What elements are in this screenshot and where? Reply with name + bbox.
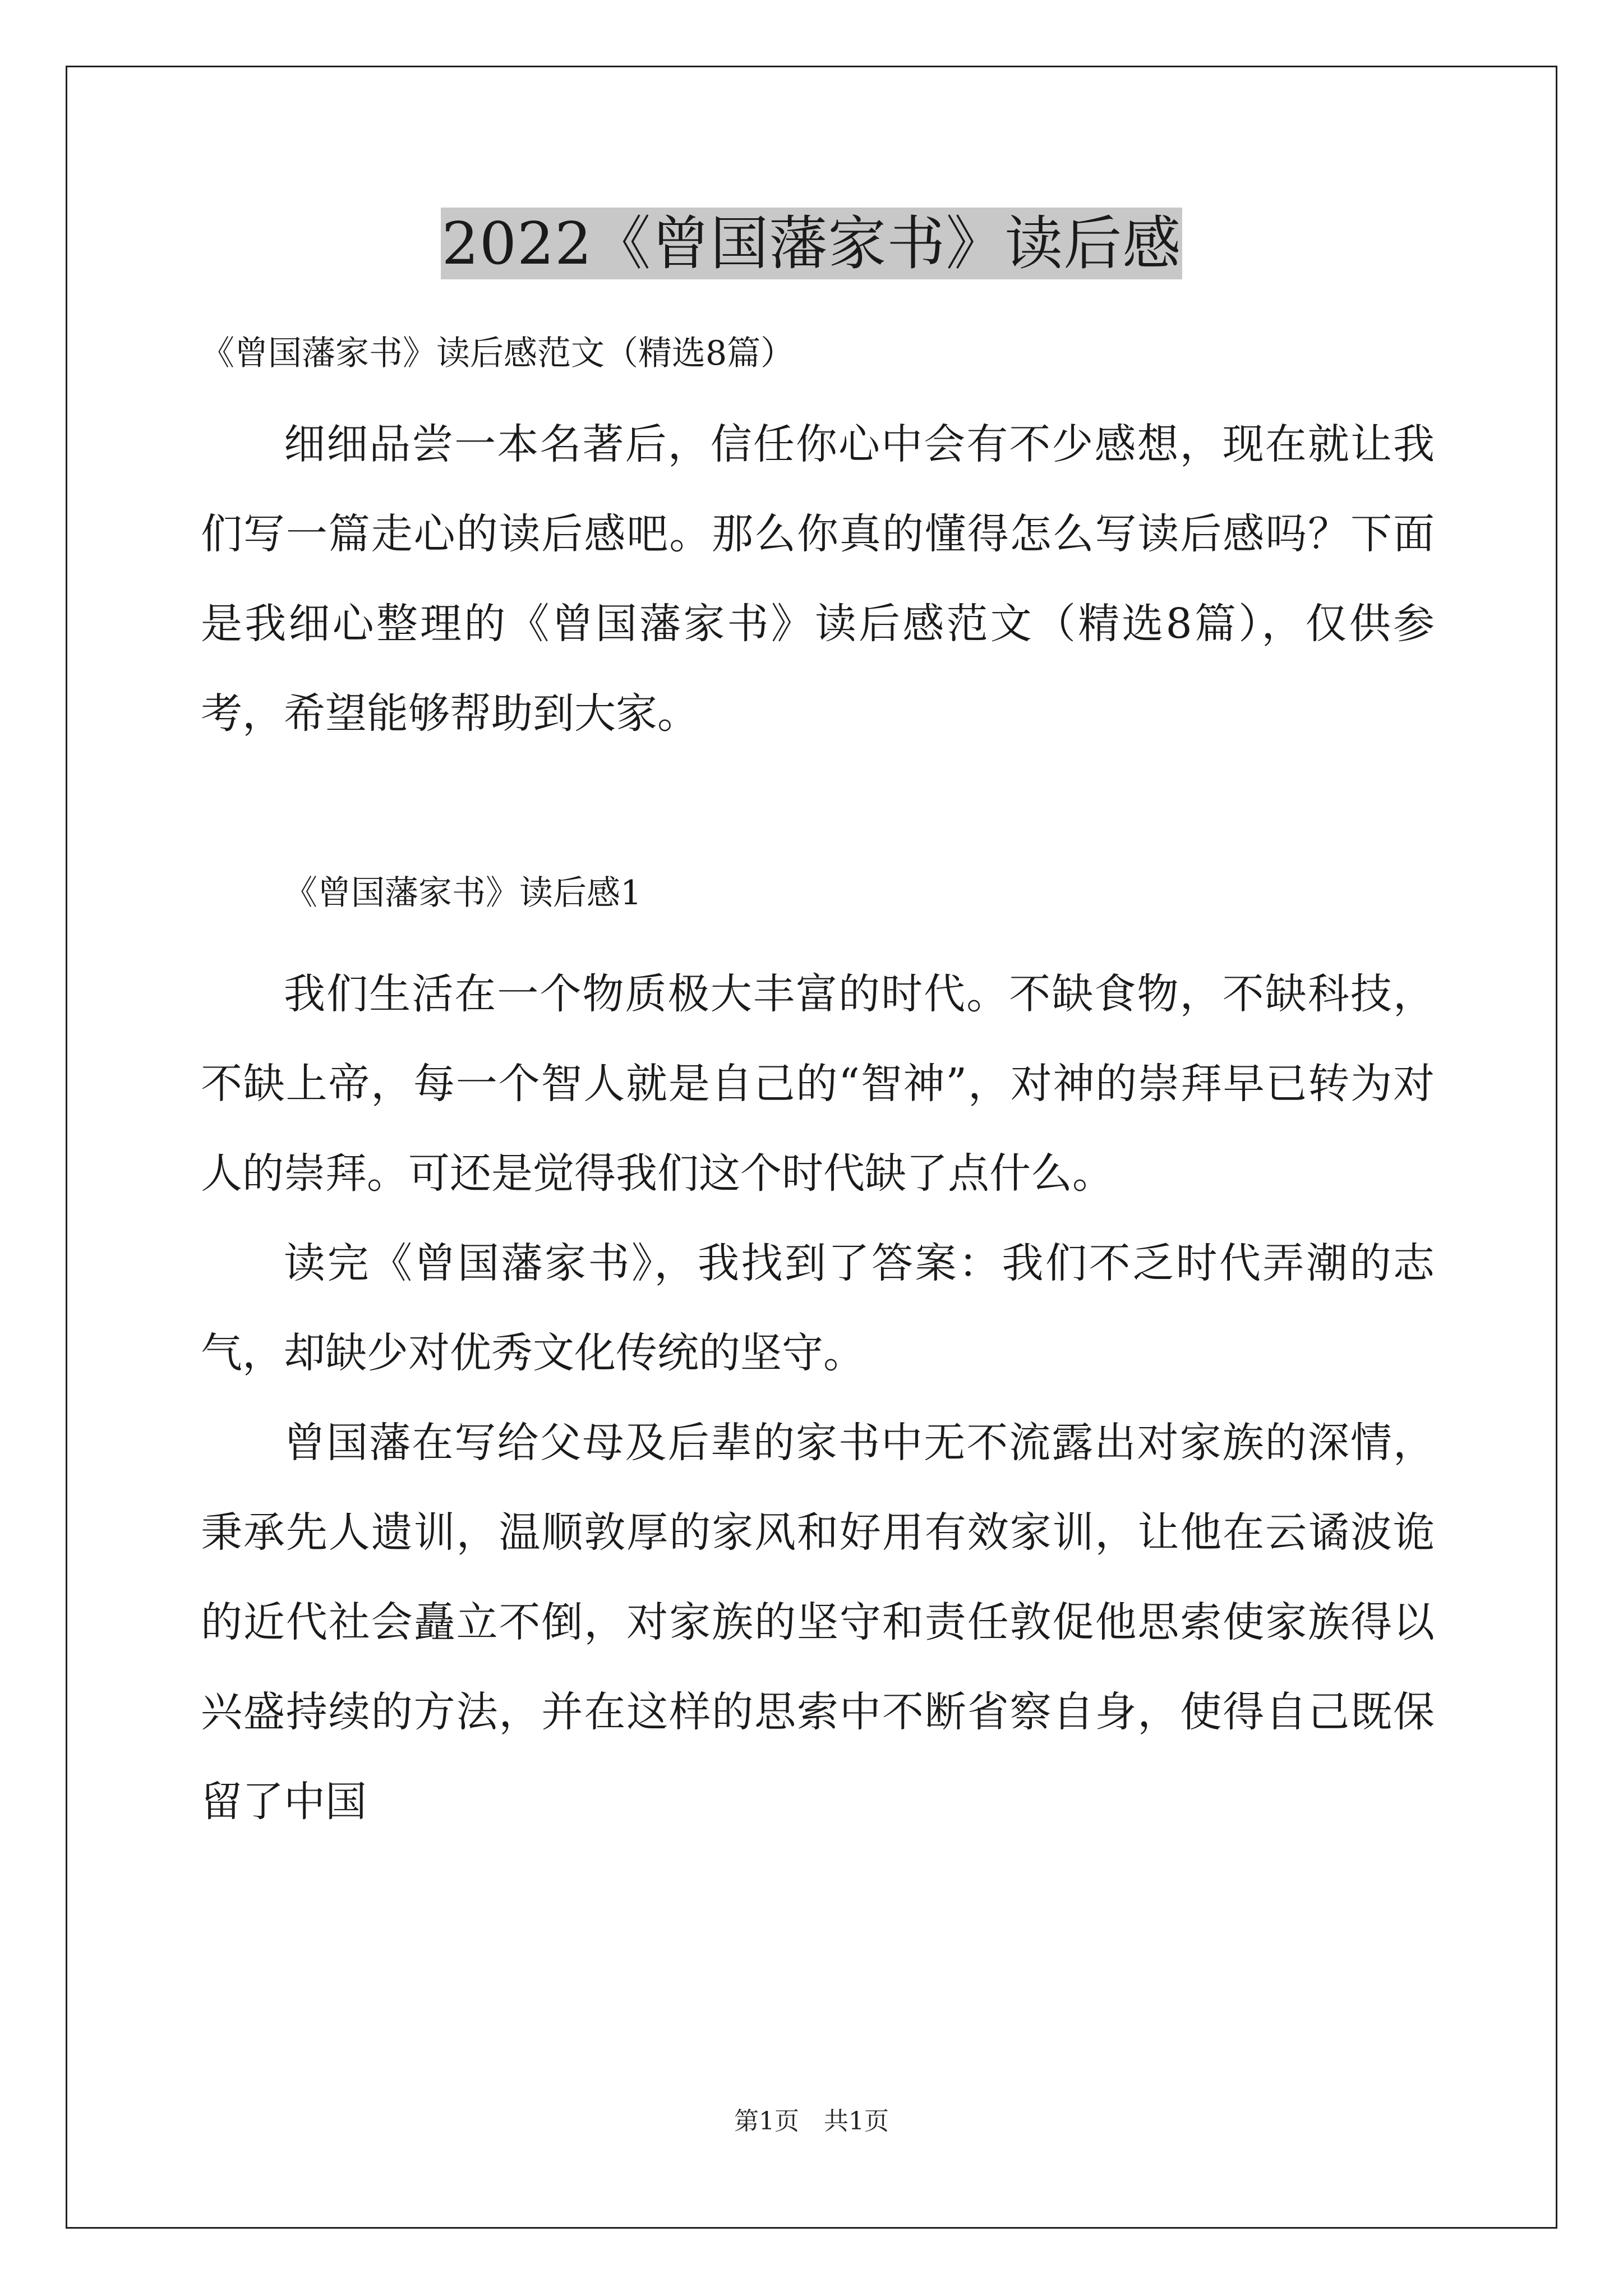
intro-paragraph: 细细品尝一本名著后，信任你心中会有不少感想，现在就让我们写一篇走心的读后感吧。那么你真的懂得怎么写读后感吗？下面是我细心整理的《曾国藩家书》读后感范文（精选8篇），仅供参考，希望能够帮助到大家。 — [201, 420, 1435, 738]
document-title: 2022《曾国藩家书》读后感 — [441, 208, 1183, 279]
document-body — [201, 303, 1435, 1847]
body-paragraph: 曾国藩在写给父母及后辈的家书中无不流露出对家族的深情，秉承先人遗训，温顺敦厚的家风和好用有效家训，让他在云谲波诡的近代社会矗立不倒，对家族的坚守和责任敦促他思索使家族得以兴盛持续的方法，并在这样的思索中不断省察自身，使得自己既保留了中国 — [201, 1419, 1435, 1826]
body-paragraph: 读完《曾国藩家书》，我找到了答案：我们不乏时代弄潮的志气，却缺少对优秀文化传统的坚守。 — [201, 1239, 1435, 1377]
document-subtitle: 《曾国藩家书》读后感范文（精选8篇） — [201, 334, 795, 373]
section-heading: 《曾国藩家书》读后感1 — [284, 873, 642, 913]
body-paragraph: 我们生活在一个物质极大丰富的时代。不缺食物，不缺科技，不缺上帝，每一个智人就是自己的“智神”，对神的崇拜早已转为对人的崇拜。可还是觉得我们这个时代缺了点什么。 — [201, 970, 1435, 1198]
page-footer: 第1页 共1页 — [734, 2107, 889, 2136]
title-container — [0, 208, 1623, 279]
